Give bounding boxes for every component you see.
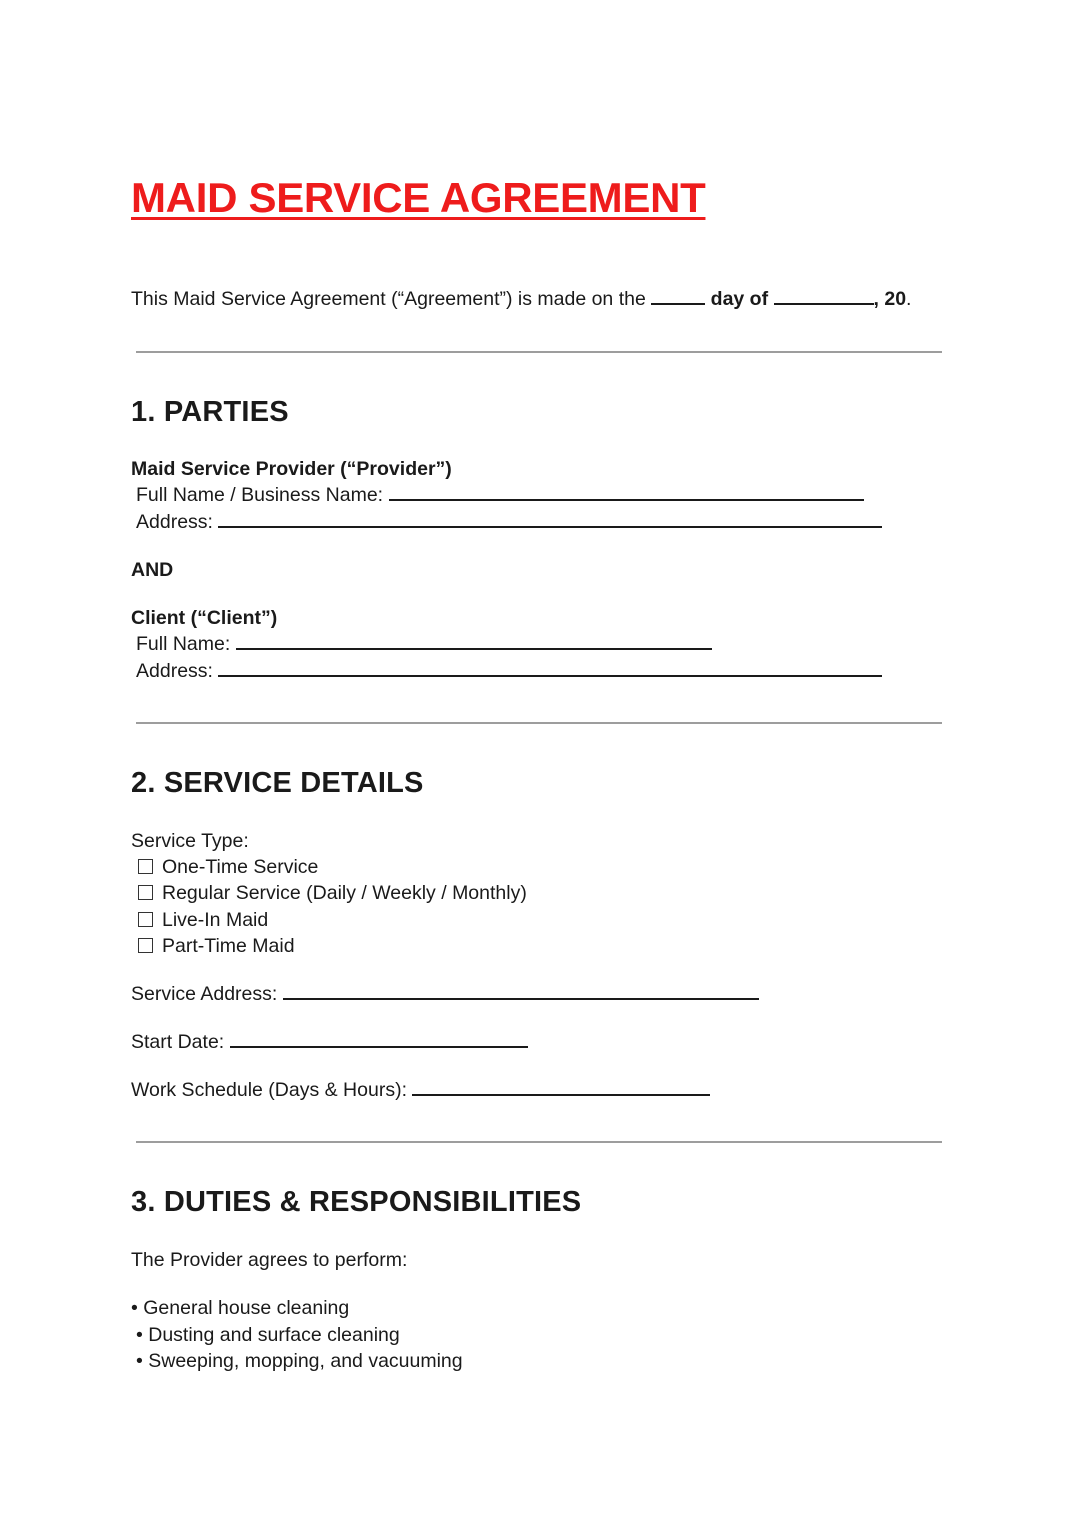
service-type-label: Service Type: bbox=[131, 830, 249, 852]
client-name-field bbox=[136, 633, 712, 656]
client-address-label: Address: bbox=[136, 660, 213, 682]
intro-line bbox=[131, 288, 911, 311]
start-date-field bbox=[131, 1031, 528, 1054]
month-blank[interactable] bbox=[774, 302, 874, 305]
section-divider bbox=[136, 722, 942, 724]
checkbox-icon[interactable] bbox=[138, 938, 153, 953]
day-blank[interactable] bbox=[651, 302, 705, 305]
service-address-field bbox=[131, 983, 759, 1006]
work-schedule-field bbox=[131, 1079, 710, 1102]
client-address-field bbox=[136, 660, 882, 683]
provider-heading: Maid Service Provider (“Provider”) bbox=[131, 458, 452, 480]
checkbox-icon[interactable] bbox=[138, 885, 153, 900]
provider-name-blank[interactable] bbox=[389, 498, 864, 501]
service-option[interactable] bbox=[138, 909, 268, 932]
provider-name-field bbox=[136, 484, 864, 507]
service-option-label: One-Time Service bbox=[162, 856, 319, 878]
intro-text: This Maid Service Agreement (“Agreement”) is made on the bbox=[131, 288, 646, 310]
service-option[interactable] bbox=[138, 856, 318, 879]
section-heading-service: 2. SERVICE DETAILS bbox=[131, 767, 424, 799]
duty-item: • Sweeping, mopping, and vacuuming bbox=[136, 1350, 463, 1372]
duty-item: • General house cleaning bbox=[131, 1297, 350, 1319]
provider-address-blank[interactable] bbox=[218, 525, 882, 528]
service-option[interactable] bbox=[138, 935, 295, 958]
work-schedule-blank[interactable] bbox=[412, 1093, 710, 1096]
service-address-label: Service Address: bbox=[131, 983, 278, 1005]
start-date-blank[interactable] bbox=[230, 1045, 528, 1048]
provider-address-field bbox=[136, 511, 882, 534]
provider-name-label: Full Name / Business Name: bbox=[136, 484, 384, 506]
provider-address-label: Address: bbox=[136, 511, 213, 533]
section-divider bbox=[136, 1141, 942, 1143]
duty-item: • Dusting and surface cleaning bbox=[136, 1324, 400, 1346]
checkbox-icon[interactable] bbox=[138, 912, 153, 927]
client-name-label: Full Name: bbox=[136, 633, 231, 655]
client-name-blank[interactable] bbox=[236, 647, 712, 650]
section-heading-duties: 3. DUTIES & RESPONSIBILITIES bbox=[131, 1186, 582, 1218]
client-address-blank[interactable] bbox=[218, 674, 882, 677]
service-option-label: Part-Time Maid bbox=[162, 935, 295, 957]
service-address-blank[interactable] bbox=[283, 997, 759, 1000]
start-date-label: Start Date: bbox=[131, 1031, 225, 1053]
section-divider bbox=[136, 351, 942, 353]
service-option-label: Live-In Maid bbox=[162, 909, 269, 931]
service-option-label: Regular Service (Daily / Weekly / Monthly) bbox=[162, 882, 527, 904]
document-title: MAID SERVICE AGREEMENT bbox=[131, 174, 706, 221]
intro-period: . bbox=[906, 288, 912, 310]
duties-intro: The Provider agrees to perform: bbox=[131, 1249, 408, 1271]
checkbox-icon[interactable] bbox=[138, 859, 153, 874]
work-schedule-label: Work Schedule (Days & Hours): bbox=[131, 1079, 407, 1101]
year-prefix: , 20 bbox=[873, 288, 907, 310]
client-heading: Client (“Client”) bbox=[131, 607, 278, 629]
service-option[interactable] bbox=[138, 882, 527, 905]
and-label: AND bbox=[131, 559, 174, 581]
day-of-label: day of bbox=[710, 288, 769, 310]
section-heading-parties: 1. PARTIES bbox=[131, 396, 289, 428]
